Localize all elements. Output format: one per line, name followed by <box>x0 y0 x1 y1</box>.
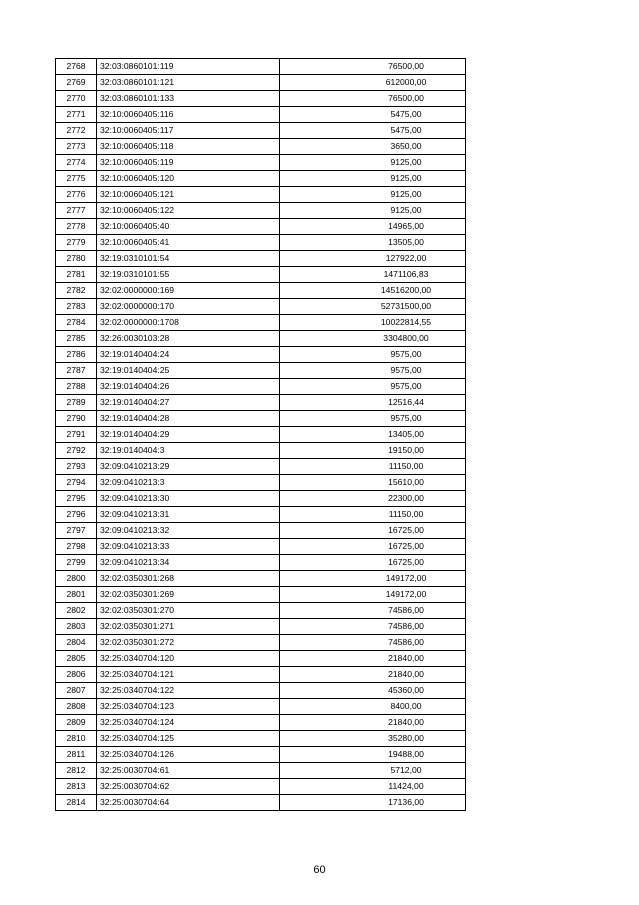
value-cell: 9575,00 <box>280 363 466 379</box>
cadastral-number-cell: 32:19:0140404:25 <box>97 363 280 379</box>
table-row <box>56 443 466 459</box>
row-number-cell: 2793 <box>56 459 97 475</box>
value-cell: 11150,00 <box>280 459 466 475</box>
row-number-cell: 2813 <box>56 779 97 795</box>
value-cell: 22300,00 <box>280 491 466 507</box>
row-number-cell: 2798 <box>56 539 97 555</box>
value-cell: 19150,00 <box>280 443 466 459</box>
value-cell: 76500,00 <box>280 91 466 107</box>
table-row <box>56 667 466 683</box>
value-cell: 612000,00 <box>280 75 466 91</box>
table-row <box>56 747 466 763</box>
row-number-cell: 2768 <box>56 59 97 75</box>
table-row <box>56 267 466 283</box>
row-number-cell: 2806 <box>56 667 97 683</box>
table-row <box>56 763 466 779</box>
row-number-cell: 2801 <box>56 587 97 603</box>
cadastral-number-cell: 32:02:0350301:268 <box>97 571 280 587</box>
value-cell: 19488,00 <box>280 747 466 763</box>
table-row <box>56 299 466 315</box>
value-cell: 149172,00 <box>280 571 466 587</box>
value-cell: 74586,00 <box>280 603 466 619</box>
table-row <box>56 715 466 731</box>
table-row <box>56 75 466 91</box>
value-cell: 127922,00 <box>280 251 466 267</box>
row-number-cell: 2788 <box>56 379 97 395</box>
value-cell: 9125,00 <box>280 187 466 203</box>
value-cell: 9575,00 <box>280 411 466 427</box>
row-number-cell: 2771 <box>56 107 97 123</box>
cadastral-number-cell: 32:09:0410213:30 <box>97 491 280 507</box>
value-cell: 5712,00 <box>280 763 466 779</box>
value-cell: 12516,44 <box>280 395 466 411</box>
row-number-cell: 2774 <box>56 155 97 171</box>
value-cell: 52731500,00 <box>280 299 466 315</box>
cadastral-number-cell: 32:25:0340704:121 <box>97 667 280 683</box>
table-row <box>56 203 466 219</box>
cadastral-number-cell: 32:19:0140404:26 <box>97 379 280 395</box>
value-cell: 13505,00 <box>280 235 466 251</box>
cadastral-number-cell: 32:10:0060405:117 <box>97 123 280 139</box>
table-row <box>56 155 466 171</box>
table-row <box>56 411 466 427</box>
table-row <box>56 683 466 699</box>
row-number-cell: 2787 <box>56 363 97 379</box>
table-row <box>56 459 466 475</box>
row-number-cell: 2792 <box>56 443 97 459</box>
row-number-cell: 2772 <box>56 123 97 139</box>
cadastral-number-cell: 32:09:0410213:3 <box>97 475 280 491</box>
table-row <box>56 283 466 299</box>
value-cell: 11424,00 <box>280 779 466 795</box>
cadastral-number-cell: 32:19:0310101:54 <box>97 251 280 267</box>
cadastral-number-cell: 32:02:0350301:272 <box>97 635 280 651</box>
cadastral-number-cell: 32:02:0350301:270 <box>97 603 280 619</box>
row-number-cell: 2799 <box>56 555 97 571</box>
table-row <box>56 235 466 251</box>
value-cell: 9125,00 <box>280 203 466 219</box>
table-row <box>56 171 466 187</box>
cadastral-number-cell: 32:02:0000000:1708 <box>97 315 280 331</box>
cadastral-number-cell: 32:09:0410213:29 <box>97 459 280 475</box>
table-row <box>56 363 466 379</box>
row-number-cell: 2775 <box>56 171 97 187</box>
value-cell: 74586,00 <box>280 619 466 635</box>
value-cell: 16725,00 <box>280 555 466 571</box>
cadastral-number-cell: 32:19:0140404:28 <box>97 411 280 427</box>
row-number-cell: 2783 <box>56 299 97 315</box>
row-number-cell: 2778 <box>56 219 97 235</box>
row-number-cell: 2811 <box>56 747 97 763</box>
cadastral-number-cell: 32:09:0410213:33 <box>97 539 280 555</box>
table-row <box>56 555 466 571</box>
table-row <box>56 651 466 667</box>
cadastral-number-cell: 32:03:0860101:119 <box>97 59 280 75</box>
cadastral-number-cell: 32:10:0060405:122 <box>97 203 280 219</box>
table-row <box>56 379 466 395</box>
table-row <box>56 507 466 523</box>
value-cell: 8400,00 <box>280 699 466 715</box>
value-cell: 17136,00 <box>280 795 466 811</box>
cadastral-number-cell: 32:02:0350301:271 <box>97 619 280 635</box>
row-number-cell: 2804 <box>56 635 97 651</box>
cadastral-number-cell: 32:09:0410213:32 <box>97 523 280 539</box>
table-row <box>56 523 466 539</box>
row-number-cell: 2770 <box>56 91 97 107</box>
row-number-cell: 2769 <box>56 75 97 91</box>
row-number-cell: 2810 <box>56 731 97 747</box>
page-number: 60 <box>313 864 326 876</box>
row-number-cell: 2776 <box>56 187 97 203</box>
table-row <box>56 491 466 507</box>
table-row <box>56 427 466 443</box>
row-number-cell: 2790 <box>56 411 97 427</box>
row-number-cell: 2814 <box>56 795 97 811</box>
table-row <box>56 587 466 603</box>
value-cell: 3304800,00 <box>280 331 466 347</box>
table-row <box>56 107 466 123</box>
cadastral-number-cell: 32:02:0350301:269 <box>97 587 280 603</box>
table-body <box>56 59 466 811</box>
cadastral-number-cell: 32:10:0060405:118 <box>97 139 280 155</box>
cadastral-number-cell: 32:19:0140404:27 <box>97 395 280 411</box>
value-cell: 149172,00 <box>280 587 466 603</box>
table-row <box>56 91 466 107</box>
row-number-cell: 2795 <box>56 491 97 507</box>
cadastral-number-cell: 32:25:0340704:124 <box>97 715 280 731</box>
cadastral-number-cell: 32:25:0340704:126 <box>97 747 280 763</box>
table-row <box>56 395 466 411</box>
value-cell: 45360,00 <box>280 683 466 699</box>
cadastral-number-cell: 32:02:0000000:169 <box>97 283 280 299</box>
cadastral-number-cell: 32:10:0060405:41 <box>97 235 280 251</box>
row-number-cell: 2779 <box>56 235 97 251</box>
row-number-cell: 2797 <box>56 523 97 539</box>
cadastral-number-cell: 32:25:0340704:120 <box>97 651 280 667</box>
cadastral-number-cell: 32:10:0060405:40 <box>97 219 280 235</box>
value-cell: 35280,00 <box>280 731 466 747</box>
value-cell: 13405,00 <box>280 427 466 443</box>
row-number-cell: 2808 <box>56 699 97 715</box>
row-number-cell: 2782 <box>56 283 97 299</box>
value-cell: 9125,00 <box>280 155 466 171</box>
table-row <box>56 539 466 555</box>
value-cell: 10022814,55 <box>280 315 466 331</box>
table-row <box>56 475 466 491</box>
cadastral-number-cell: 32:25:0340704:125 <box>97 731 280 747</box>
cadastral-number-cell: 32:09:0410213:34 <box>97 555 280 571</box>
table-row <box>56 779 466 795</box>
row-number-cell: 2812 <box>56 763 97 779</box>
value-cell: 9575,00 <box>280 379 466 395</box>
table-row <box>56 139 466 155</box>
row-number-cell: 2784 <box>56 315 97 331</box>
table-row <box>56 331 466 347</box>
value-cell: 3650,00 <box>280 139 466 155</box>
value-cell: 1471106,83 <box>280 267 466 283</box>
cadastral-number-cell: 32:10:0060405:120 <box>97 171 280 187</box>
row-number-cell: 2789 <box>56 395 97 411</box>
table-row <box>56 635 466 651</box>
data-table <box>55 58 466 811</box>
value-cell: 14965,00 <box>280 219 466 235</box>
table-row <box>56 619 466 635</box>
cadastral-number-cell: 32:19:0140404:3 <box>97 443 280 459</box>
table-row <box>56 59 466 75</box>
row-number-cell: 2805 <box>56 651 97 667</box>
table-row <box>56 603 466 619</box>
cadastral-number-cell: 32:10:0060405:121 <box>97 187 280 203</box>
value-cell: 21840,00 <box>280 715 466 731</box>
cadastral-number-cell: 32:25:0340704:123 <box>97 699 280 715</box>
value-cell: 5475,00 <box>280 123 466 139</box>
row-number-cell: 2803 <box>56 619 97 635</box>
cadastral-number-cell: 32:25:0340704:122 <box>97 683 280 699</box>
row-number-cell: 2807 <box>56 683 97 699</box>
value-cell: 9575,00 <box>280 347 466 363</box>
cadastral-number-cell: 32:09:0410213:31 <box>97 507 280 523</box>
row-number-cell: 2809 <box>56 715 97 731</box>
row-number-cell: 2794 <box>56 475 97 491</box>
row-number-cell: 2777 <box>56 203 97 219</box>
table-row <box>56 347 466 363</box>
row-number-cell: 2786 <box>56 347 97 363</box>
value-cell: 21840,00 <box>280 667 466 683</box>
row-number-cell: 2773 <box>56 139 97 155</box>
cadastral-number-cell: 32:10:0060405:116 <box>97 107 280 123</box>
cadastral-number-cell: 32:10:0060405:119 <box>97 155 280 171</box>
table-row <box>56 731 466 747</box>
row-number-cell: 2800 <box>56 571 97 587</box>
value-cell: 16725,00 <box>280 539 466 555</box>
cadastral-number-cell: 32:19:0140404:29 <box>97 427 280 443</box>
table-row <box>56 123 466 139</box>
row-number-cell: 2796 <box>56 507 97 523</box>
row-number-cell: 2802 <box>56 603 97 619</box>
value-cell: 76500,00 <box>280 59 466 75</box>
row-number-cell: 2785 <box>56 331 97 347</box>
table-row <box>56 795 466 811</box>
cadastral-number-cell: 32:03:0860101:133 <box>97 91 280 107</box>
table-row <box>56 699 466 715</box>
row-number-cell: 2780 <box>56 251 97 267</box>
value-cell: 21840,00 <box>280 651 466 667</box>
value-cell: 14516200,00 <box>280 283 466 299</box>
table-row <box>56 187 466 203</box>
value-cell: 9125,00 <box>280 171 466 187</box>
table-row <box>56 251 466 267</box>
cadastral-number-cell: 32:26:0030103:28 <box>97 331 280 347</box>
table-row <box>56 571 466 587</box>
cadastral-number-cell: 32:25:0030704:62 <box>97 779 280 795</box>
row-number-cell: 2791 <box>56 427 97 443</box>
cadastral-number-cell: 32:25:0030704:61 <box>97 763 280 779</box>
cadastral-number-cell: 32:02:0000000:170 <box>97 299 280 315</box>
table-row <box>56 315 466 331</box>
cadastral-number-cell: 32:25:0030704:64 <box>97 795 280 811</box>
row-number-cell: 2781 <box>56 267 97 283</box>
value-cell: 5475,00 <box>280 107 466 123</box>
value-cell: 15610,00 <box>280 475 466 491</box>
cadastral-number-cell: 32:03:0860101:121 <box>97 75 280 91</box>
value-cell: 16725,00 <box>280 523 466 539</box>
value-cell: 11150,00 <box>280 507 466 523</box>
value-cell: 74586,00 <box>280 635 466 651</box>
cadastral-number-cell: 32:19:0310101:55 <box>97 267 280 283</box>
cadastral-number-cell: 32:19:0140404:24 <box>97 347 280 363</box>
table-row <box>56 219 466 235</box>
